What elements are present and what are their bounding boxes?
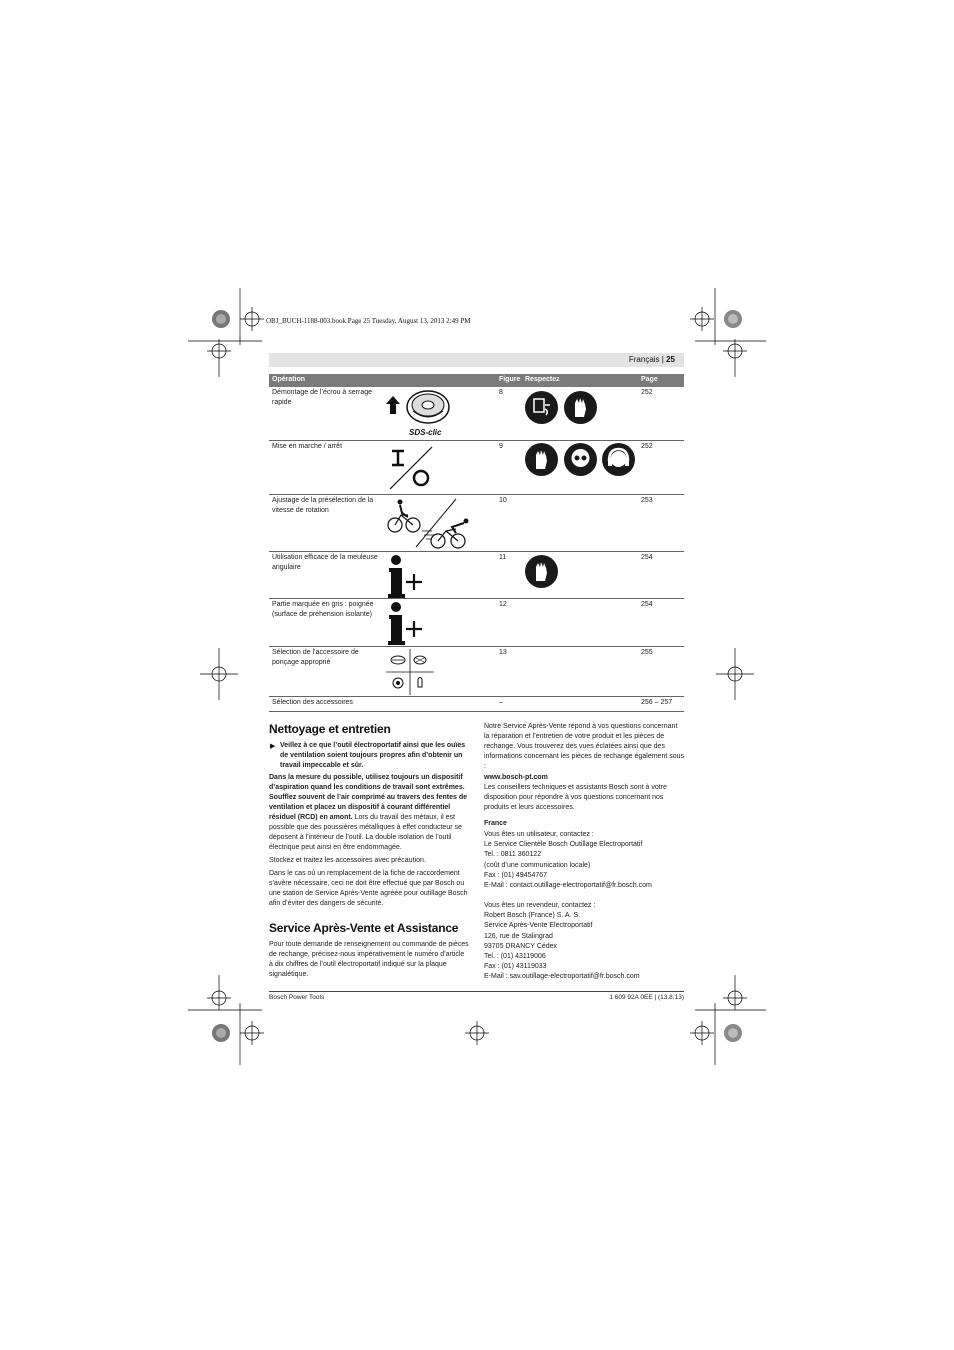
row-operation: Ajustage de la présélection de la vitesse de rotation xyxy=(272,497,374,514)
contact-line: Tel. : (01) 43119006 xyxy=(484,953,546,961)
footer-left: Bosch Power Tools xyxy=(269,994,325,1001)
cleaning-heading: Nettoyage et entretien xyxy=(269,722,391,736)
accessory-grid-icon xyxy=(386,649,434,695)
contact-line: Service Après-Vente Electroportatif xyxy=(484,922,593,930)
sds-clic-logo: SDS-clic xyxy=(409,428,442,437)
gloves-icon xyxy=(525,443,558,476)
row-figure: 8 xyxy=(499,389,503,396)
cleaning-paragraph xyxy=(269,773,470,853)
row-figure: 9 xyxy=(499,443,503,450)
service-aftersales: Notre Service Après-Vente répond à vos questions concernant la réparation et l’entretien de votre produit et les pièces de rechange. Vous trouverez des vues éclatées ainsi que des informations concernant les pièces de rechange également sous : xyxy=(484,723,685,770)
contact-line: Le Service Clientèle Bosch Outillage Electroportatif xyxy=(484,841,643,849)
header-page-number: 25 xyxy=(666,355,675,364)
row-figure: 13 xyxy=(499,649,507,656)
row-figure: 11 xyxy=(499,554,507,561)
table-row xyxy=(269,697,684,712)
service-website[interactable]: www.bosch-pt.com xyxy=(484,774,548,781)
contact-line: Vous êtes un utilisateur, contactez : xyxy=(484,831,594,838)
row-page: 252 xyxy=(641,443,653,450)
info-plus-icon xyxy=(386,554,428,598)
th-respect: Respectez xyxy=(525,376,560,383)
table-row xyxy=(269,647,684,697)
row-figure: 10 xyxy=(499,497,507,504)
gloves-icon xyxy=(564,391,597,424)
row-operation: Mise en marche / arrêt xyxy=(272,443,343,450)
bullet-arrow-icon: ▶ xyxy=(270,743,276,750)
speed-preselection-icon xyxy=(386,497,476,549)
service-advisors: Les conseillers techniques et assistants Bosch sont à votre disposition pour répondre à vos questions concernant nos produits et leurs accessoires. xyxy=(484,784,667,811)
page-header-bar xyxy=(269,353,684,367)
contact-email[interactable]: E-Mail : contact.outillage-electroportatif@fr.bosch.com xyxy=(484,882,652,890)
row-operation: Utilisation efficace de la meuleuse angulaire xyxy=(272,554,378,571)
ear-protection-icon xyxy=(602,443,635,476)
dealer-contact-block xyxy=(484,901,640,983)
row-operation: Démontage de l’écrou à serrage rapide xyxy=(272,389,373,406)
th-operation: Opération xyxy=(272,376,306,383)
contact-line: Robert Bosch (France) S. A. S. xyxy=(484,912,581,920)
row-page: 252 xyxy=(641,389,653,396)
contact-line: 93705 DRANCY Cédex xyxy=(484,942,558,950)
cleaning-paragraph-rest: Lors du travail des métaux, il est possible que des poussières métalliques à effet conducteur se déposent à l’intérieur de l’outil. La double isolation de l’outil électrique peut ainsi en être endommagée. xyxy=(269,814,462,851)
header-language: Français xyxy=(628,355,660,364)
info-plus-icon xyxy=(386,601,428,645)
row-operation: Partie marquée en gris : poignée (surface de préhension isolante) xyxy=(272,601,374,618)
goggles-icon xyxy=(564,443,597,476)
contact-line: Vous êtes un revendeur, contactez : xyxy=(484,902,596,909)
table-row xyxy=(269,387,684,441)
service-country: France xyxy=(484,820,507,827)
row-page: 254 xyxy=(641,601,653,608)
th-page: Page xyxy=(641,376,658,383)
row-page: 254 xyxy=(641,554,653,561)
page-header: Français | 25 xyxy=(628,355,675,364)
quick-nut-icon xyxy=(405,389,451,425)
row-operation: Sélection des accessoires xyxy=(272,699,353,706)
table-row xyxy=(269,441,684,495)
row-page: 255 xyxy=(641,649,653,656)
file-header: OBJ_BUCH-1188-003.book Page 25 Tuesday, August 13, 2013 2:49 PM xyxy=(266,317,471,325)
footer-rule xyxy=(269,991,684,992)
row-figure: – xyxy=(499,699,503,706)
on-off-icon xyxy=(386,445,436,491)
row-figure: 12 xyxy=(499,601,507,608)
arrow-up-icon xyxy=(386,396,400,414)
contact-email[interactable]: E-Mail : sav.outillage-electroportatif@fr.bosch.com xyxy=(484,973,640,981)
contact-line: Fax : (01) 43119033 xyxy=(484,963,547,971)
read-manual-icon xyxy=(525,391,558,424)
cleaning-bullet: Veillez à ce que l’outil électroportatif ainsi que les ouïes de ventilation soient toujours propres afin d’obtenir un travail impeccable et sûr. xyxy=(280,742,466,769)
service-paragraph: Pour toute demande de renseignement ou commande de pièces de rechange, précisez-nous impérativement le numéro d’article à dix chiffres de l’outil électroportatif indiqué sur la plaque signalétique. xyxy=(269,941,469,978)
cleaning-storage: Stockez et traitez les accessoires avec précaution. xyxy=(269,857,426,864)
row-operation: Sélection de l’accessoire de ponçage approprié xyxy=(272,649,359,666)
service-heading: Service Après-Vente et Assistance xyxy=(269,921,459,935)
cleaning-paragraph-bold: Dans la mesure du possible, utilisez toujours un dispositif d’aspiration quand les conditions de travail sont extrêmes. Soufflez souvent de l’air comprimé au travers des fentes de ventilation et placez un dispositif à courant différentiel résiduel (RCD) en amont. xyxy=(269,774,468,821)
contact-line: 126, rue de Stalingrad xyxy=(484,932,553,940)
table-row xyxy=(269,495,684,552)
user-contact-block xyxy=(484,830,652,891)
table-row xyxy=(269,552,684,599)
table-row xyxy=(269,599,684,647)
cleaning-plug: Dans le cas où un remplacement de la fiche de raccordement s’avère nécessaire, ceci ne doit être effectué que par Bosch ou une station de Service Après-Vente agréée pour outillage Bosch afin d’éviter des dangers de sécurité. xyxy=(269,870,468,907)
contact-line: Fax : (01) 49454767 xyxy=(484,871,548,879)
footer-right: 1 609 92A 0EE | (13.8.13) xyxy=(609,994,684,1001)
contact-line: (coût d’une communication locale) xyxy=(484,861,591,869)
th-figure: Figure xyxy=(499,376,521,383)
contact-line: Tel. : 0811 360122 xyxy=(484,851,542,859)
row-page: 256 – 257 xyxy=(641,699,673,706)
row-page: 253 xyxy=(641,497,653,504)
gloves-icon xyxy=(525,555,558,588)
table-header xyxy=(269,374,684,387)
